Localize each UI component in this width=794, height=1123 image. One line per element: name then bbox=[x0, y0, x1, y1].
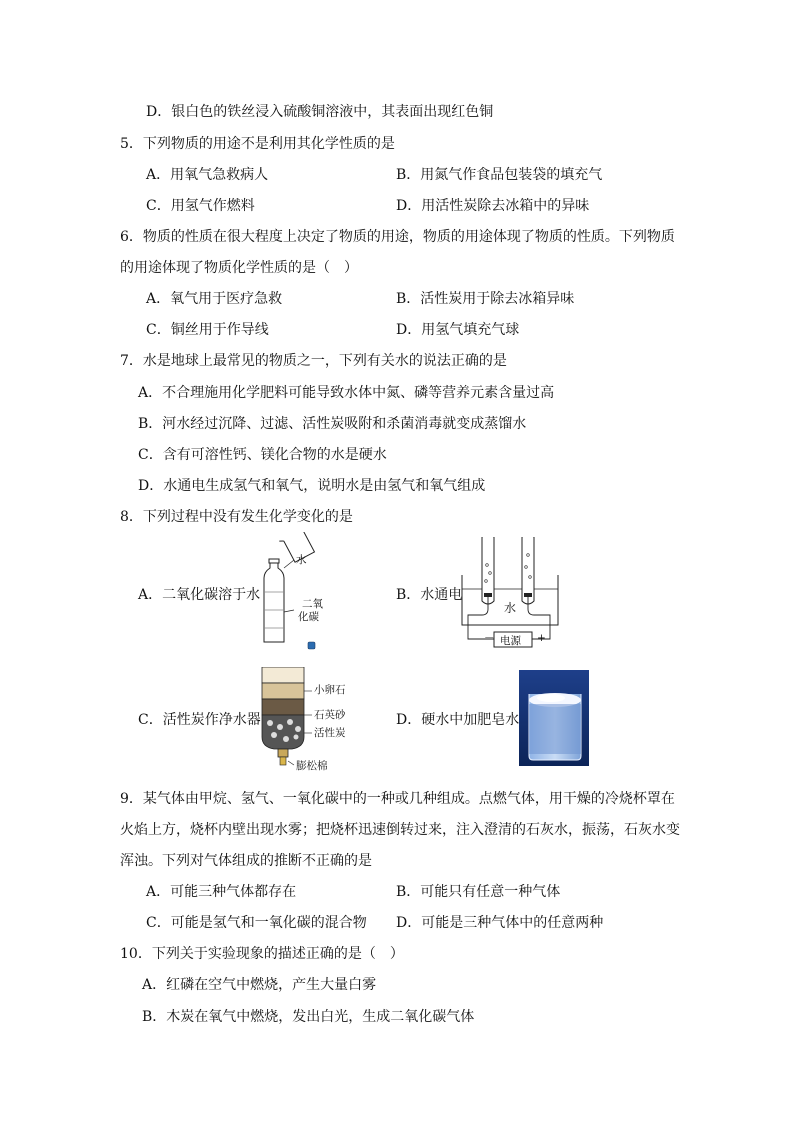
q7-stem: 7．水是地球上最常见的物质之一，下列有关水的说法正确的是 bbox=[120, 353, 507, 369]
q5-option-c: C．用氢气作燃料 bbox=[146, 198, 255, 214]
q8-option-d: D．硬水中加肥皂水 bbox=[396, 712, 520, 728]
co2-fig-label-line2: 化碳 bbox=[298, 611, 319, 623]
electrolysis-water-label: 水 bbox=[504, 601, 517, 615]
electrolysis-minus-label: － bbox=[484, 632, 495, 644]
q7-option-d: D．水通电生成氢气和氧气，说明水是由氢气和氧气组成 bbox=[138, 478, 486, 494]
q6-stem-line2: 的用途体现了物质化学性质的是（ ） bbox=[120, 260, 358, 276]
q7-option-c: C．含有可溶性钙、镁化合物的水是硬水 bbox=[138, 447, 387, 463]
q9-option-b: B．可能只有任意一种气体 bbox=[396, 884, 561, 900]
q6-option-c: C．铜丝用于作导线 bbox=[146, 322, 269, 338]
electrolysis-power-label: 电源 bbox=[500, 635, 521, 647]
q8-option-b: B．水通电 bbox=[396, 587, 463, 603]
purifier-carbon-label: 活性炭 bbox=[314, 727, 346, 739]
q7-option-a: A．不合理施用化学肥料可能导致水体中氮、磷等营养元素含量过高 bbox=[138, 385, 555, 401]
water-purifier-figure bbox=[256, 667, 356, 775]
q10-option-b: B．木炭在氧气中燃烧，发出白光，生成二氧化碳气体 bbox=[142, 1009, 475, 1025]
co2-bottle-figure bbox=[258, 532, 338, 657]
q4-option-d: D．银白色的铁丝浸入硫酸铜溶液中，其表面出现红色铜 bbox=[146, 104, 494, 120]
q5-stem: 5．下列物质的用途不是利用其化学性质的是 bbox=[120, 136, 395, 152]
q6-option-d: D．用氢气填充气球 bbox=[396, 322, 520, 338]
q7-option-b: B．河水经过沉降、过滤、活性炭吸附和杀菌消毒就变成蒸馏水 bbox=[138, 416, 527, 432]
soap-water-drawing bbox=[519, 670, 589, 766]
q9-stem-line3: 浑浊。下列对气体组成的推断不正确的是 bbox=[120, 853, 372, 869]
co2-fig-label-line1: 二氧 bbox=[302, 598, 323, 610]
q6-option-a: A．氧气用于医疗急救 bbox=[146, 291, 283, 307]
q10-stem: 10．下列关于实验现象的描述正确的是（ ） bbox=[120, 946, 404, 962]
q8-option-a: A．二氧化碳溶于水 bbox=[138, 587, 261, 603]
q10-option-a: A．红磷在空气中燃烧，产生大量白雾 bbox=[142, 977, 377, 993]
q9-option-a: A．可能三种气体都存在 bbox=[146, 884, 297, 900]
purifier-sand-label: 石英砂 bbox=[314, 709, 346, 721]
electrolysis-plus-label: + bbox=[537, 632, 546, 644]
q5-option-b: B．用氮气作食品包装袋的填充气 bbox=[396, 167, 603, 183]
q6-stem-line1: 6．物质的性质在很大程度上决定了物质的用途，物质的用途体现了物质的性质。下列物质 bbox=[120, 229, 675, 245]
q9-option-c: C．可能是氢气和一氧化碳的混合物 bbox=[146, 915, 367, 931]
q9-stem-line1: 9．某气体由甲烷、氢气、一氧化碳中的一种或几种组成。点燃气体，用干燥的冷烧杯罩在 bbox=[120, 791, 675, 807]
q8-stem: 8．下列过程中没有发生化学变化的是 bbox=[120, 509, 353, 525]
q8-option-c: C．活性炭作净水器 bbox=[138, 712, 261, 728]
q6-option-b: B．活性炭用于除去冰箱异味 bbox=[396, 291, 575, 307]
soap-water-photo bbox=[519, 670, 589, 766]
co2-fig-water-label: 水 bbox=[296, 554, 307, 566]
electrolysis-figure bbox=[458, 537, 568, 654]
q5-option-d: D．用活性炭除去冰箱中的异味 bbox=[396, 198, 590, 214]
purifier-cotton-label: 膨松棉 bbox=[296, 760, 328, 772]
q9-option-d: D．可能是三种气体中的任意两种 bbox=[396, 915, 604, 931]
purifier-pebble-label: 小卵石 bbox=[314, 684, 346, 696]
co2-bottle-drawing bbox=[258, 532, 338, 657]
q9-stem-line2: 火焰上方，烧杯内壁出现水雾；把烧杯迅速倒转过来，注入澄清的石灰水，振荡，石灰水变 bbox=[120, 822, 680, 838]
q5-option-a: A．用氧气急救病人 bbox=[146, 167, 269, 183]
